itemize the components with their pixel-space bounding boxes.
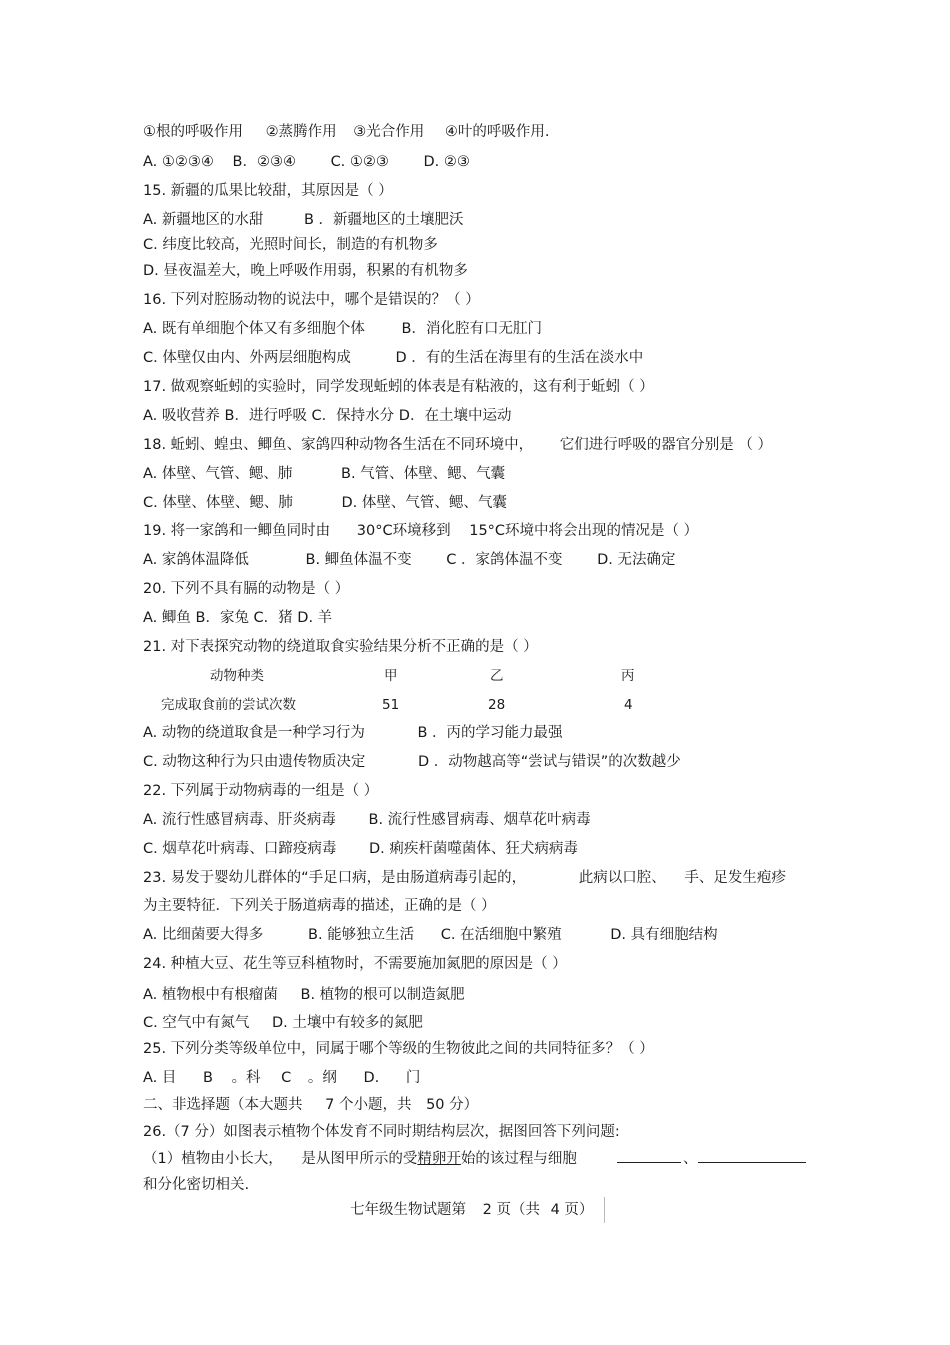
q26-1-part2: 是从图甲所示的受 — [301, 1151, 418, 1167]
q25-option-d-text: 门 — [405, 1070, 421, 1086]
q14-item-3: ③光合作用 — [353, 124, 425, 140]
q14-options-line — [143, 153, 470, 171]
q19-option-d: D. 无法确定 — [597, 552, 676, 568]
footer-part3: 4 页） — [550, 1202, 594, 1218]
q22-option-a: A. 流行性感冒病毒、肝炎病毒 — [143, 812, 336, 828]
q26-subquestion-1-line2: 和分化密切相关. — [143, 1177, 250, 1193]
q24-options-ab — [143, 986, 465, 1004]
q23-question — [143, 869, 786, 887]
section-2-heading — [143, 1096, 478, 1114]
q25-question: 25. 下列分类等级单位中，同属于哪个等级的生物彼此之间的共同特征多？（ ） — [143, 1041, 654, 1057]
q23-option-d: D. 具有细胞结构 — [610, 927, 718, 943]
q22-options-cd — [143, 840, 578, 858]
q21-options-ab — [143, 724, 563, 742]
q15-option-a: A. 新疆地区的水甜 — [143, 212, 264, 228]
q25-option-c-letter: C — [281, 1070, 292, 1086]
q14-option-d: D. ②③ — [423, 154, 470, 170]
q16-option-c: C. 体壁仅由内、外两层细胞构成 — [143, 350, 351, 366]
q23-option-c: C. 在活细胞中繁殖 — [440, 927, 562, 943]
q14-item-1: ①根的呼吸作用 — [143, 124, 243, 140]
q25-option-b-text: 。科 — [231, 1070, 261, 1086]
q25-option-c-text: 。纲 — [307, 1070, 337, 1086]
q19-option-c: C ．家鸽体温不变 — [446, 552, 563, 568]
q15-question: 15. 新疆的瓜果比较甜，其原因是（ ） — [143, 183, 393, 199]
q22-option-d: D. 痢疾杆菌噬菌体、狂犬病病毒 — [368, 841, 578, 857]
q16-options-ab — [143, 320, 542, 338]
q19-options — [143, 551, 676, 569]
q24-option-b: B. 植物的根可以制造氮肥 — [300, 987, 465, 1003]
table-header-bing: 丙 — [621, 668, 635, 684]
q18-option-a: A. 体壁、气管、鳃、肺 — [143, 466, 293, 482]
q14-option-c: C. ①②③ — [330, 154, 389, 170]
section-2-heading-part3: 50 分） — [426, 1097, 479, 1113]
q26-subquestion-1 — [143, 1150, 577, 1168]
q21-question: 21. 对下表探究动物的绕道取食实验结果分析不正确的是（ ） — [143, 639, 538, 655]
table-header-yi: 乙 — [490, 668, 504, 684]
q23-option-a: A. 比细菌要大得多 — [143, 927, 264, 943]
q26-1-part3: 始的该过程与细胞 — [460, 1151, 577, 1167]
answer-blank-1[interactable] — [617, 1162, 681, 1163]
table-row-label: 完成取食前的尝试次数 — [161, 697, 296, 713]
q24-option-c: C. 空气中有氮气 — [143, 1015, 250, 1031]
q26-1-separator: 、 — [683, 1151, 698, 1167]
q19-question — [143, 522, 698, 540]
q22-option-c: C. 烟草花叶病毒、口蹄疫病毒 — [143, 841, 337, 857]
q19-option-a: A. 家鸽体温降低 — [143, 552, 249, 568]
q16-options-cd — [143, 349, 643, 367]
q18-options-ab — [143, 465, 505, 483]
q15-option-b: B ．新疆地区的土壤肥沃 — [304, 212, 464, 228]
q22-options-ab — [143, 811, 591, 829]
q14-item-2: ②蒸腾作用 — [265, 124, 337, 140]
table-header-jia: 甲 — [384, 668, 398, 684]
table-value-bing: 4 — [624, 697, 633, 713]
section-2-heading-part2: 7 个小题，共 — [325, 1097, 412, 1113]
q14-option-b: B．②③④ — [232, 154, 296, 170]
q25-option-d-letter: D. — [363, 1070, 380, 1086]
q18-question — [143, 436, 772, 454]
q14-item-4: ④叶的呼吸作用. — [444, 124, 550, 140]
q14-items-line — [143, 123, 549, 141]
q15-option-c: C. 纬度比较高，光照时间长，制造的有机物多 — [143, 237, 438, 253]
q17-question: 17. 做观察蚯蚓的实验时，同学发现蚯蚓的体表是有粘液的，这有利于蚯蚓（ ） — [143, 379, 654, 395]
q26-question: 26.（7 分）如图表示植物个体发育不同时期结构层次，据图回答下列问题: — [143, 1124, 620, 1140]
q18-option-c: C. 体壁、体壁、鳃、肺 — [143, 495, 293, 511]
table-header-species: 动物种类 — [210, 668, 264, 684]
footer-part2: 2 页（共 — [482, 1202, 540, 1218]
q19-question-part1: 19. 将一家鸽和一鲫鱼同时由 — [143, 523, 331, 539]
q24-question: 24. 种植大豆、花生等豆科植物时，不需要施加氮肥的原因是（ ） — [143, 956, 567, 972]
q19-question-part3: 15°C环境中将会出现的情况是（ ） — [469, 523, 699, 539]
q16-question: 16. 下列对腔肠动物的说法中，哪个是错误的？（ ） — [143, 292, 480, 308]
q22-question: 22. 下列属于动物病毒的一组是（ ） — [143, 783, 379, 799]
table-value-yi: 28 — [488, 697, 506, 713]
table-value-jia: 51 — [382, 697, 400, 713]
q22-option-b: B. 流行性感冒病毒、烟草花叶病毒 — [368, 812, 591, 828]
q21-option-c: C. 动物这种行为只由遗传物质决定 — [143, 754, 366, 770]
q23-option-b: B. 能够独立生活 — [308, 927, 415, 943]
q20-options: A. 鲫鱼 B．家兔 C．猪 D. 羊 — [143, 610, 333, 626]
q16-option-b: B．消化腔有口无肛门 — [401, 321, 542, 337]
q16-option-d: D ．有的生活在海里有的生活在淡水中 — [395, 350, 644, 366]
q23-question-part1: 23. 易发于婴幼儿群体的“手足口病，是由肠道病毒引起的， — [143, 870, 527, 886]
q14-option-a: A. ①②③④ — [143, 154, 214, 170]
q18-question-part2: 它们进行呼吸的器官分别是 （ ） — [559, 437, 772, 453]
q16-option-a: A. 既有单细胞个体又有多细胞个体 — [143, 321, 365, 337]
q15-options-ab — [143, 211, 464, 229]
q18-options-cd — [143, 494, 507, 512]
q15-option-d: D. 昼夜温差大，晚上呼吸作用弱，积累的有机物多 — [143, 263, 468, 279]
q21-option-d: D ．动物越高等“尝试与错误”的次数越少 — [417, 754, 681, 770]
q25-option-a: A. 目 — [143, 1070, 177, 1086]
q23-question-part2: 此病以口腔、 — [578, 870, 666, 886]
q24-options-cd — [143, 1014, 423, 1032]
q25-option-b-letter: B — [203, 1070, 213, 1086]
q24-option-d: D. 土壤中有较多的氮肥 — [271, 1015, 423, 1031]
q19-option-b: B. 鲫鱼体温不变 — [305, 552, 412, 568]
footer-part1: 七年级生物试题第 — [350, 1202, 466, 1218]
q23-question-line2: 为主要特征．下列关于肠道病毒的描述，正确的是（ ） — [143, 898, 496, 914]
q18-option-d: D. 体壁、气管、鳃、气囊 — [341, 495, 507, 511]
q26-1-part1: （1）植物由小长大， — [143, 1151, 283, 1167]
q18-option-b: B. 气管、体壁、鳃、气囊 — [341, 466, 506, 482]
page-footer — [344, 1197, 605, 1223]
q21-options-cd — [143, 753, 681, 771]
q21-option-a: A. 动物的绕道取食是一种学习行为 — [143, 725, 365, 741]
q23-question-part3: 手、足发生疱疹 — [684, 870, 786, 886]
q25-options — [143, 1069, 420, 1087]
section-2-heading-part1: 二、非选择题（本大题共 — [143, 1097, 303, 1113]
q17-options: A. 吸收营养 B．进行呼吸 C．保持水分 D．在土壤中运动 — [143, 408, 512, 424]
q26-1-underlined: 精卵开 — [417, 1151, 461, 1167]
q23-options — [143, 926, 718, 944]
answer-blank-2[interactable] — [698, 1162, 806, 1163]
q18-question-part1: 18. 蚯蚓、蝗虫、鲫鱼、家鸽四种动物各生活在不同环境中， — [143, 437, 534, 453]
q19-question-part2: 30°C环境移到 — [356, 523, 451, 539]
q24-option-a: A. 植物根中有根瘤菌 — [143, 987, 278, 1003]
q21-option-b: B ．丙的学习能力最强 — [417, 725, 563, 741]
q20-question: 20. 下列不具有膈的动物是（ ） — [143, 581, 350, 597]
